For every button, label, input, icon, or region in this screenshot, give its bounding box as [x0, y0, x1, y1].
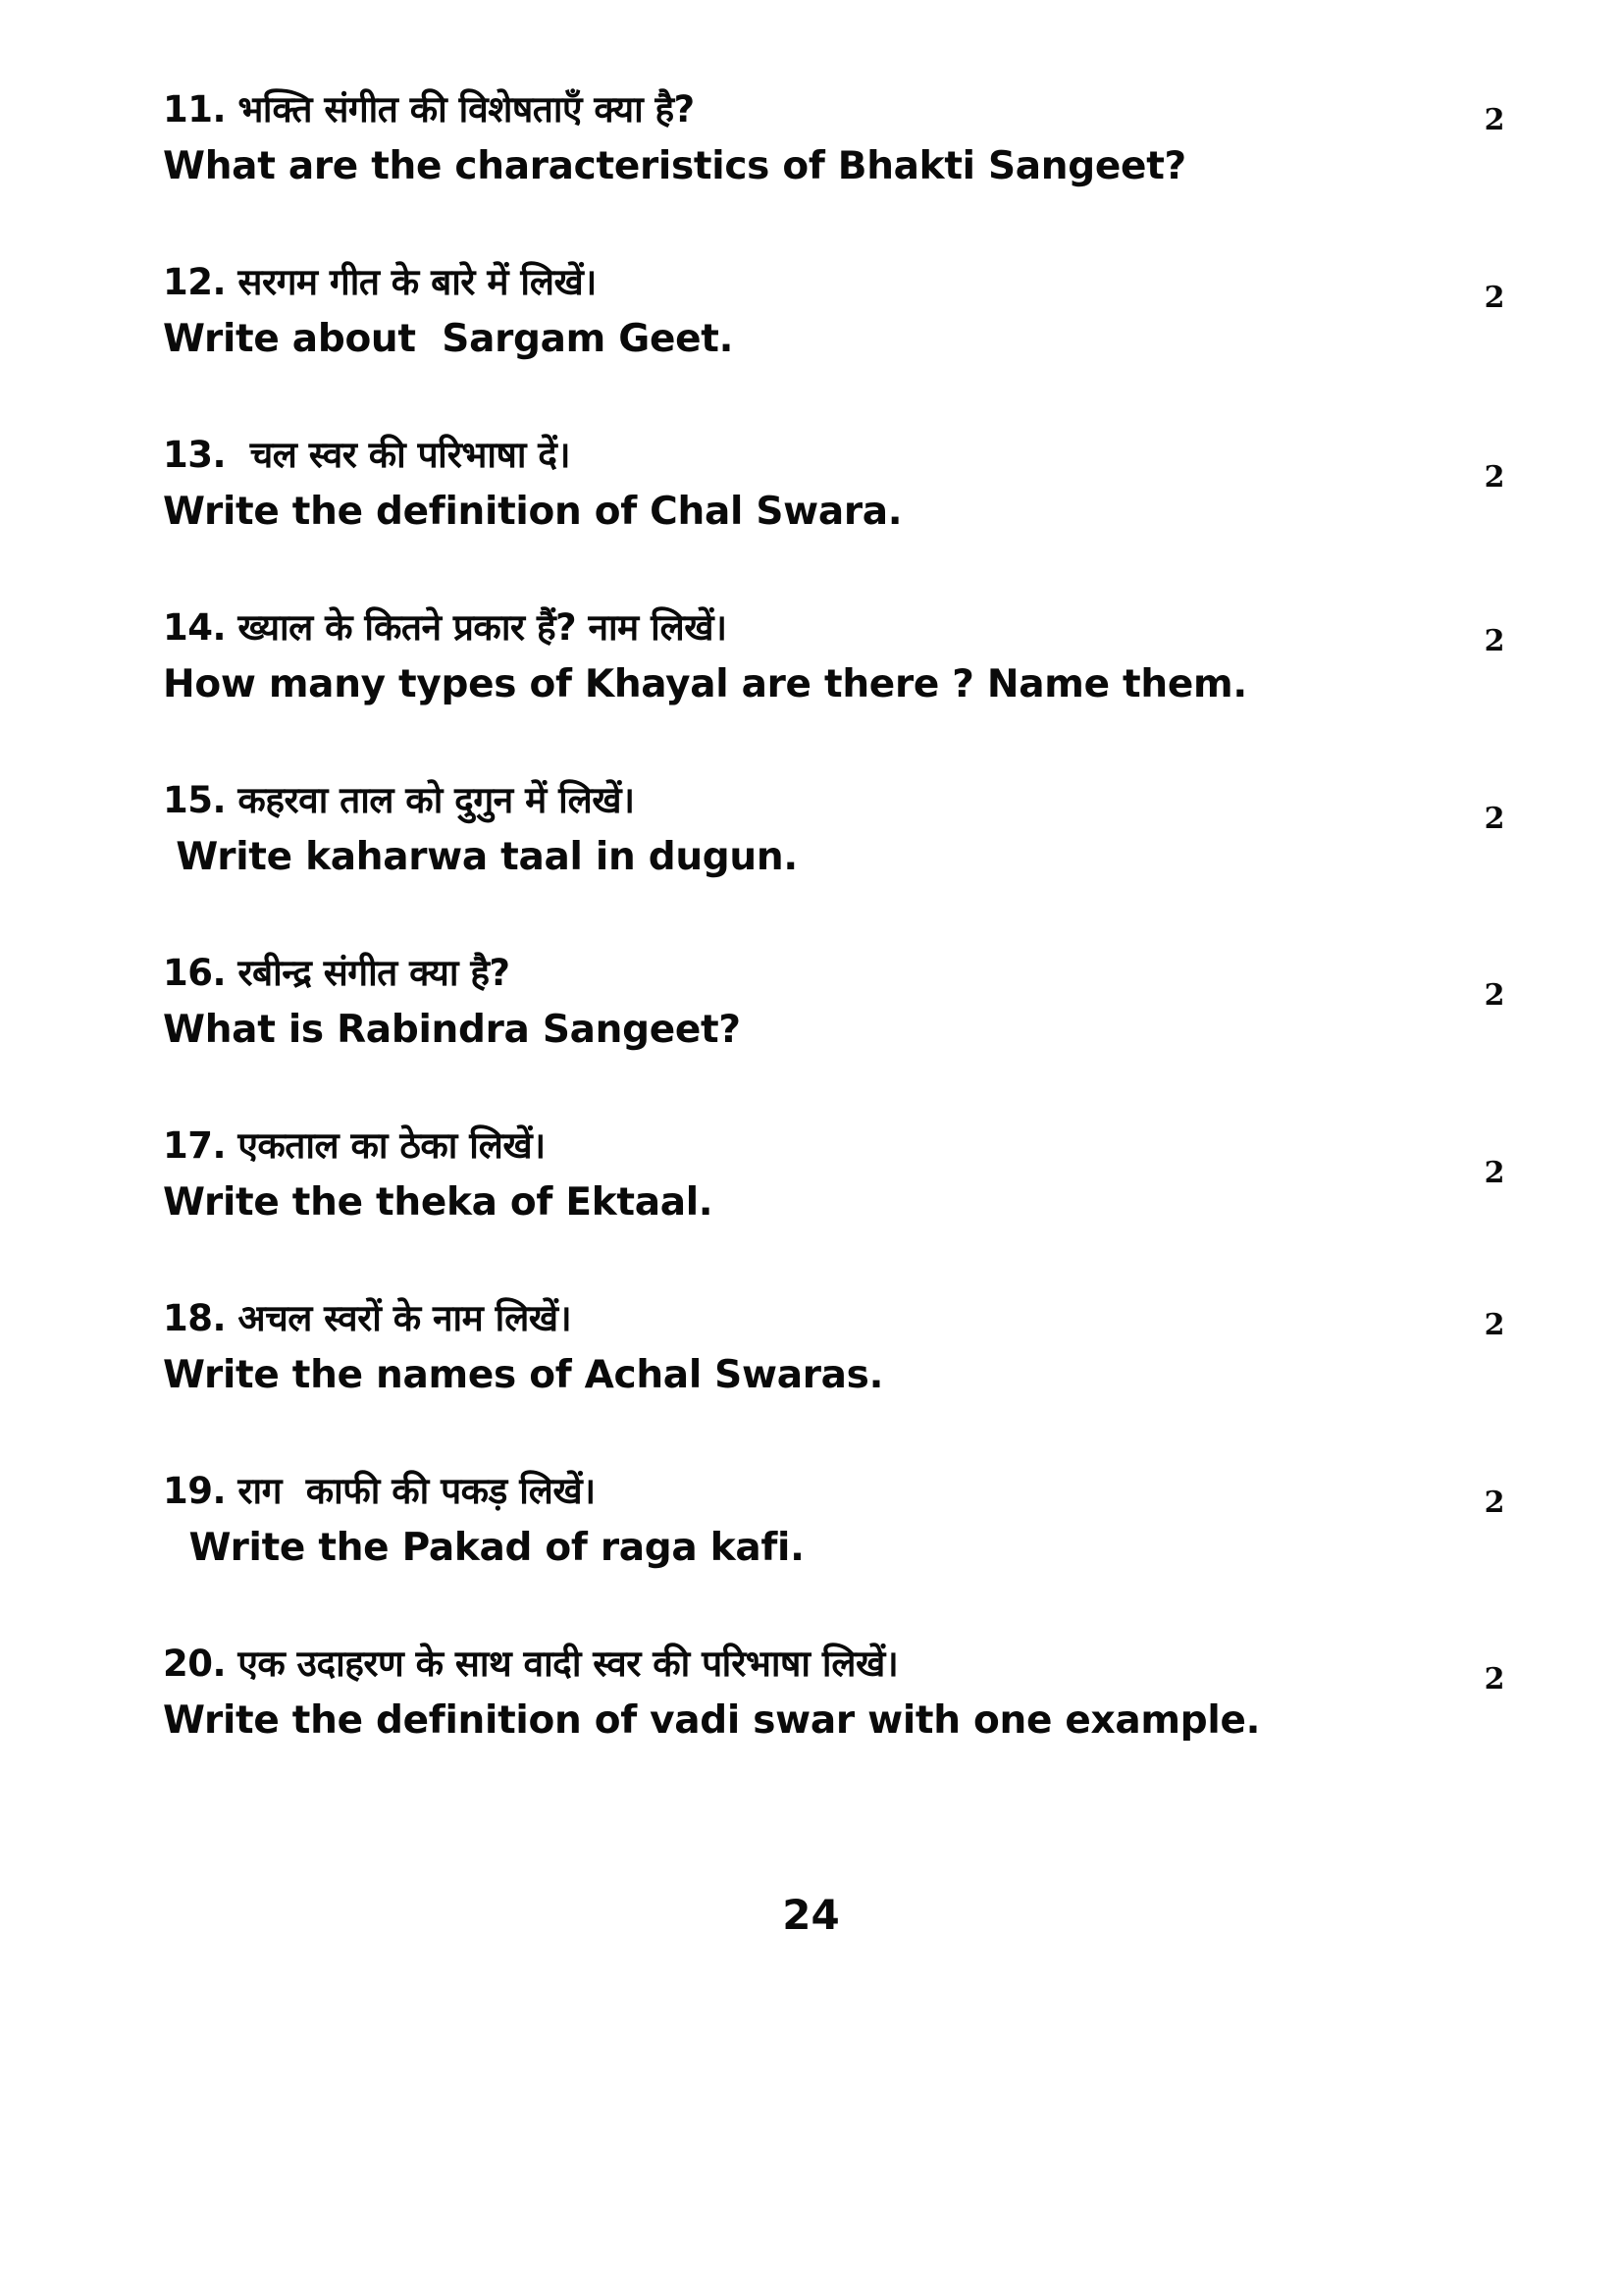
question-15-hindi: 15. कहरवा ताल को दुगुन में लिखें।: [163, 779, 635, 821]
question-13-english: Write the definition of Chal Swara.: [163, 490, 903, 534]
question-17-english: Write the theka of Ektaal.: [163, 1180, 713, 1225]
page-number-text: 24: [782, 1891, 840, 1939]
question-14: [163, 604, 1439, 712]
question-12-english: Write about Sargam Geet.: [163, 317, 734, 361]
question-14-english: How many types of Khayal are there ? Name them.: [163, 662, 1247, 706]
question-12: [163, 259, 1439, 367]
question-16-hindi: 16. रबीन्द्र संगीत क्या है?: [163, 952, 510, 994]
question-13-hindi: 13. चल स्वर की परिभाषा दें।: [163, 434, 570, 476]
question-20-hindi: 20. एक उदाहरण के साथ वादी स्वर की परिभाषा लिखें।: [163, 1643, 899, 1685]
question-17: [163, 1122, 1439, 1230]
question-16-marks: 2: [1484, 978, 1505, 1013]
question-11: [163, 86, 1439, 194]
question-18-english: Write the names of Achal Swaras.: [163, 1353, 884, 1397]
question-17-marks: 2: [1484, 1156, 1505, 1190]
question-18-marks: 2: [1484, 1308, 1505, 1342]
question-14-marks: 2: [1484, 624, 1505, 658]
question-20: [163, 1641, 1439, 1748]
question-18: [163, 1295, 1439, 1403]
question-17-hindi: 17. एकताल का ठेका लिखें।: [163, 1124, 546, 1167]
question-16-english: What is Rabindra Sangeet?: [163, 1008, 741, 1052]
question-16: [163, 950, 1439, 1058]
question-15: [163, 777, 1439, 885]
page-number: [0, 1892, 1622, 1939]
question-14-hindi: 14. ख्याल के कितने प्रकार हैं? नाम लिखें।: [163, 606, 727, 649]
question-12-hindi: 12. सरगम गीत के बारे में लिखें।: [163, 261, 597, 303]
question-15-english: Write kaharwa taal in dugun.: [163, 835, 798, 879]
question-12-marks: 2: [1484, 281, 1505, 315]
question-15-marks: 2: [1484, 802, 1505, 836]
question-20-marks: 2: [1484, 1662, 1505, 1696]
question-18-hindi: 18. अचल स्वरों के नाम लिखें।: [163, 1297, 572, 1339]
question-19: [163, 1468, 1439, 1576]
question-20-english: Write the definition of vadi swar with one example.: [163, 1698, 1261, 1743]
question-11-english: What are the characteristics of Bhakti Sangeet?: [163, 144, 1186, 188]
question-19-english: Write the Pakad of raga kafi.: [163, 1526, 805, 1570]
question-13-marks: 2: [1484, 460, 1505, 495]
question-19-marks: 2: [1484, 1486, 1505, 1520]
question-19-hindi: 19. राग काफी की पकड़ लिखें।: [163, 1470, 596, 1512]
question-11-marks: 2: [1484, 103, 1505, 137]
question-13: [163, 432, 1439, 540]
question-11-hindi: 11. भक्ति संगीत की विशेषताएँ क्या है?: [163, 88, 695, 130]
